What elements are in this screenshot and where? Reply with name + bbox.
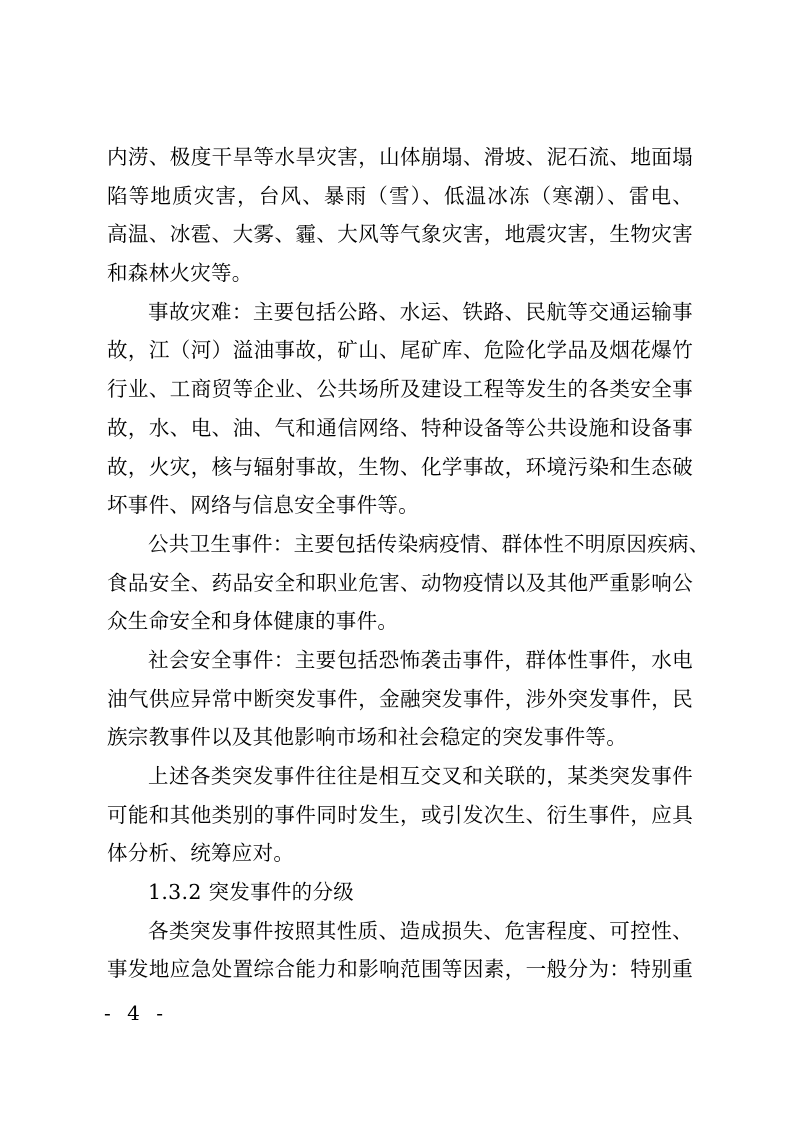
text-line: 油气供应异常中断突发事件，金融突发事件，涉外突发事件，民 (107, 686, 693, 711)
section-heading (107, 873, 693, 912)
text-line: 体分析、统筹应对。 (107, 841, 295, 866)
text-line: 和森林火灾等。 (107, 261, 253, 286)
text-line: 坏事件、网络与信息安全事件等。 (107, 493, 419, 518)
text-line: 事故灾难：主要包括公路、水运、铁路、民航等交通运输事 (148, 299, 693, 324)
text-line: 社会安全事件：主要包括恐怖袭击事件，群体性事件，水电 (148, 647, 693, 672)
page-number: - 4 - (104, 1001, 168, 1025)
document-body (107, 138, 710, 989)
paragraph-classification (107, 912, 693, 989)
text-line: 陷等地质灾害，台风、暴雨（雪）、低温冰冻（寒潮）、雷电、 (107, 183, 693, 208)
text-line: 上述各类突发事件往往是相互交叉和关联的，某类突发事件 (148, 764, 693, 788)
text-line: 内涝、极度干旱等水旱灾害，山体崩塌、滑坡、泥石流、地面塌 (107, 145, 693, 169)
text-line: 众生命安全和身体健康的事件。 (107, 609, 399, 634)
paragraph-social-security (107, 641, 693, 757)
text-line: 故，江（河）溢油事故，矿山、尾矿库、危险化学品及烟花爆竹 (107, 338, 693, 363)
paragraph-public-health (107, 525, 710, 641)
text-line: 可能和其他类别的事件同时发生，或引发次生、衍生事件，应具 (107, 802, 693, 827)
text-line: 故，火灾，核与辐射事故，生物、化学事故，环境污染和生态破 (107, 454, 693, 479)
paragraph-natural-disasters-continued (107, 138, 693, 293)
text-line: 高温、冰雹、大雾、霾、大风等气象灾害，地震灾害，生物灾害 (107, 222, 693, 247)
text-line: 族宗教事件以及其他影响市场和社会稳定的突发事件等。 (107, 725, 627, 750)
paragraph-accidents (107, 293, 693, 525)
text-line: 故，水、电、油、气和通信网络、特种设备等公共设施和设备事 (107, 415, 693, 440)
text-line: 行业、工商贸等企业、公共场所及建设工程等发生的各类安全事 (107, 377, 693, 402)
text-line: 各类突发事件按照其性质、造成损失、危害程度、可控性、 (148, 918, 693, 943)
section-heading-text: 1.3.2 突发事件的分级 (148, 880, 355, 905)
text-line: 食品安全、药品安全和职业危害、动物疫情以及其他严重影响公 (107, 570, 693, 595)
text-line: 公共卫生事件：主要包括传染病疫情、群体性不明原因疾病、 (148, 531, 710, 556)
paragraph-interrelation (107, 757, 693, 873)
text-line: 事发地应急处置综合能力和影响范围等因素，一般分为：特别重 (107, 957, 693, 982)
